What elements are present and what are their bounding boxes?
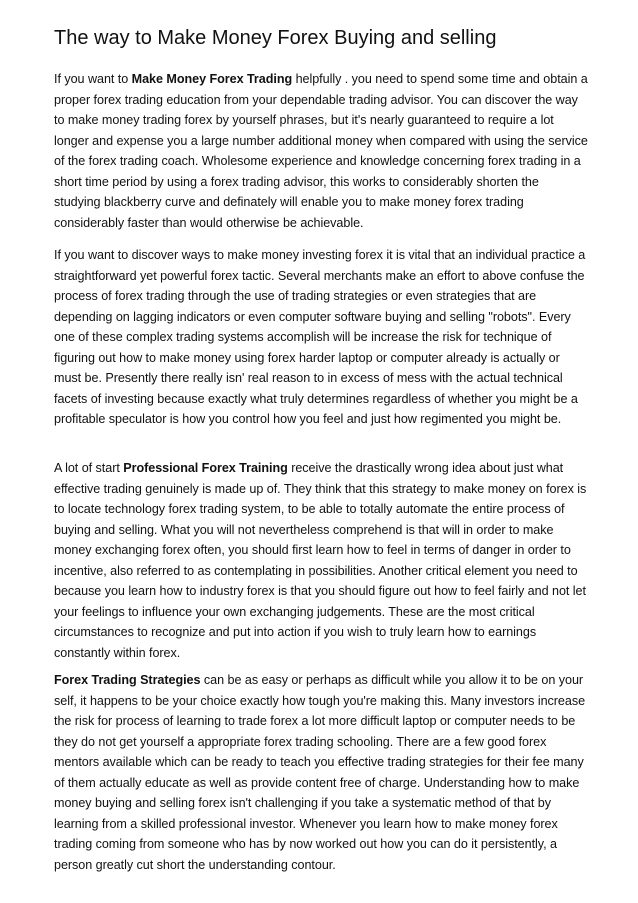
paragraph-3-text-start: A lot of start [54,461,124,475]
paragraph-1 [54,69,588,233]
paragraph-3-text-rest: receive the drastically wrong idea about just what effective trading genuinely is made up of. They think that this strategy to make money on forex is to locate technology forex trading system, to be able to totally automate the entire process of buying and selling. What you will not nevertheless comprehend is that will in order to make money exchanging forex often, you should first learn how to feel in terms of danger in order to incentive, also referred to as contemplating in possibilities. Another critical element you need to because you learn how to industry forex is that you should figure out how to feel fairly and not let your feelings to influence your own exchanging judgements. These are the most critical circumstances to recognize and put into action if you wish to truly learn how to earnings constantly within forex. [54,461,587,660]
paragraph-1-bold-phrase: Make Money Forex Trading [131,72,293,86]
paragraph-1-text-rest: helpfully . you need to spend some time and obtain a proper forex trading education from your dependable trading advisor. You can discover the way to make money trading forex by yourself phrases, but it's nearly guaranteed to require a lot longer and expense you a large number additional money when compared with using the service of the forex trading coach. Wholesome experience and knowledge concerning forex trading in a short time period by using a forex trading advisor, this works to considerably shorten the studying blackberry curve and definately will enable you to make money forex trading considerably faster than would otherwise be achievable. [54,72,588,230]
paragraph-2 [54,245,588,430]
paragraph-4 [54,670,588,875]
paragraph-2-text-start: If you want to discover ways to make money investing forex it is vital that an individual practice a straightforward yet powerful forex tactic. Several merchants make an effort to above confuse the process of forex trading through the use of trading strategies or even strategies that are depending on lagging indicators or even computer software buying and selling "robots". Every one of these complex trading systems accomplish will be increase the risk for technique of figuring out how to make money using forex harder laptop or computer already is actually or must be. Presently there really isn' real reason to in excess of mess with the actual technical facets of investing because exactly what truly determines regardless of whether you might be a profitable speculator is how you control how you feel and just how regimented you might be. [54,248,586,426]
page-title: The way to Make Money Forex Buying and selling [54,27,497,49]
paragraph-1-text-start: If you want to [54,72,132,86]
paragraph-4-text-rest: can be as easy or perhaps as difficult while you allow it to be on your self, it happens to be your choice exactly how tough you're making this. Many investors increase the risk for process of learning to trade forex a lot more difficult laptop or computer needs to be they do not get yourself a appropriate forex trading schooling. There are a few good forex mentors available which can be ready to teach you effective trading strategies for their fee many of them actually educate as well as provide content free of charge. Understanding how to make money buying and selling forex isn't challenging if you take a systematic method of that by learning from a skilled professional investor. Whenever you learn how to make money forex trading coming from someone who has by now worked out how you can do it persistently, a person greatly cut short the understanding contour. [54,673,586,872]
paragraph-3-bold-phrase: Professional Forex Training [123,461,288,475]
paragraph-4-bold-phrase: Forex Trading Strategies [54,673,201,687]
paragraph-3 [54,458,588,663]
